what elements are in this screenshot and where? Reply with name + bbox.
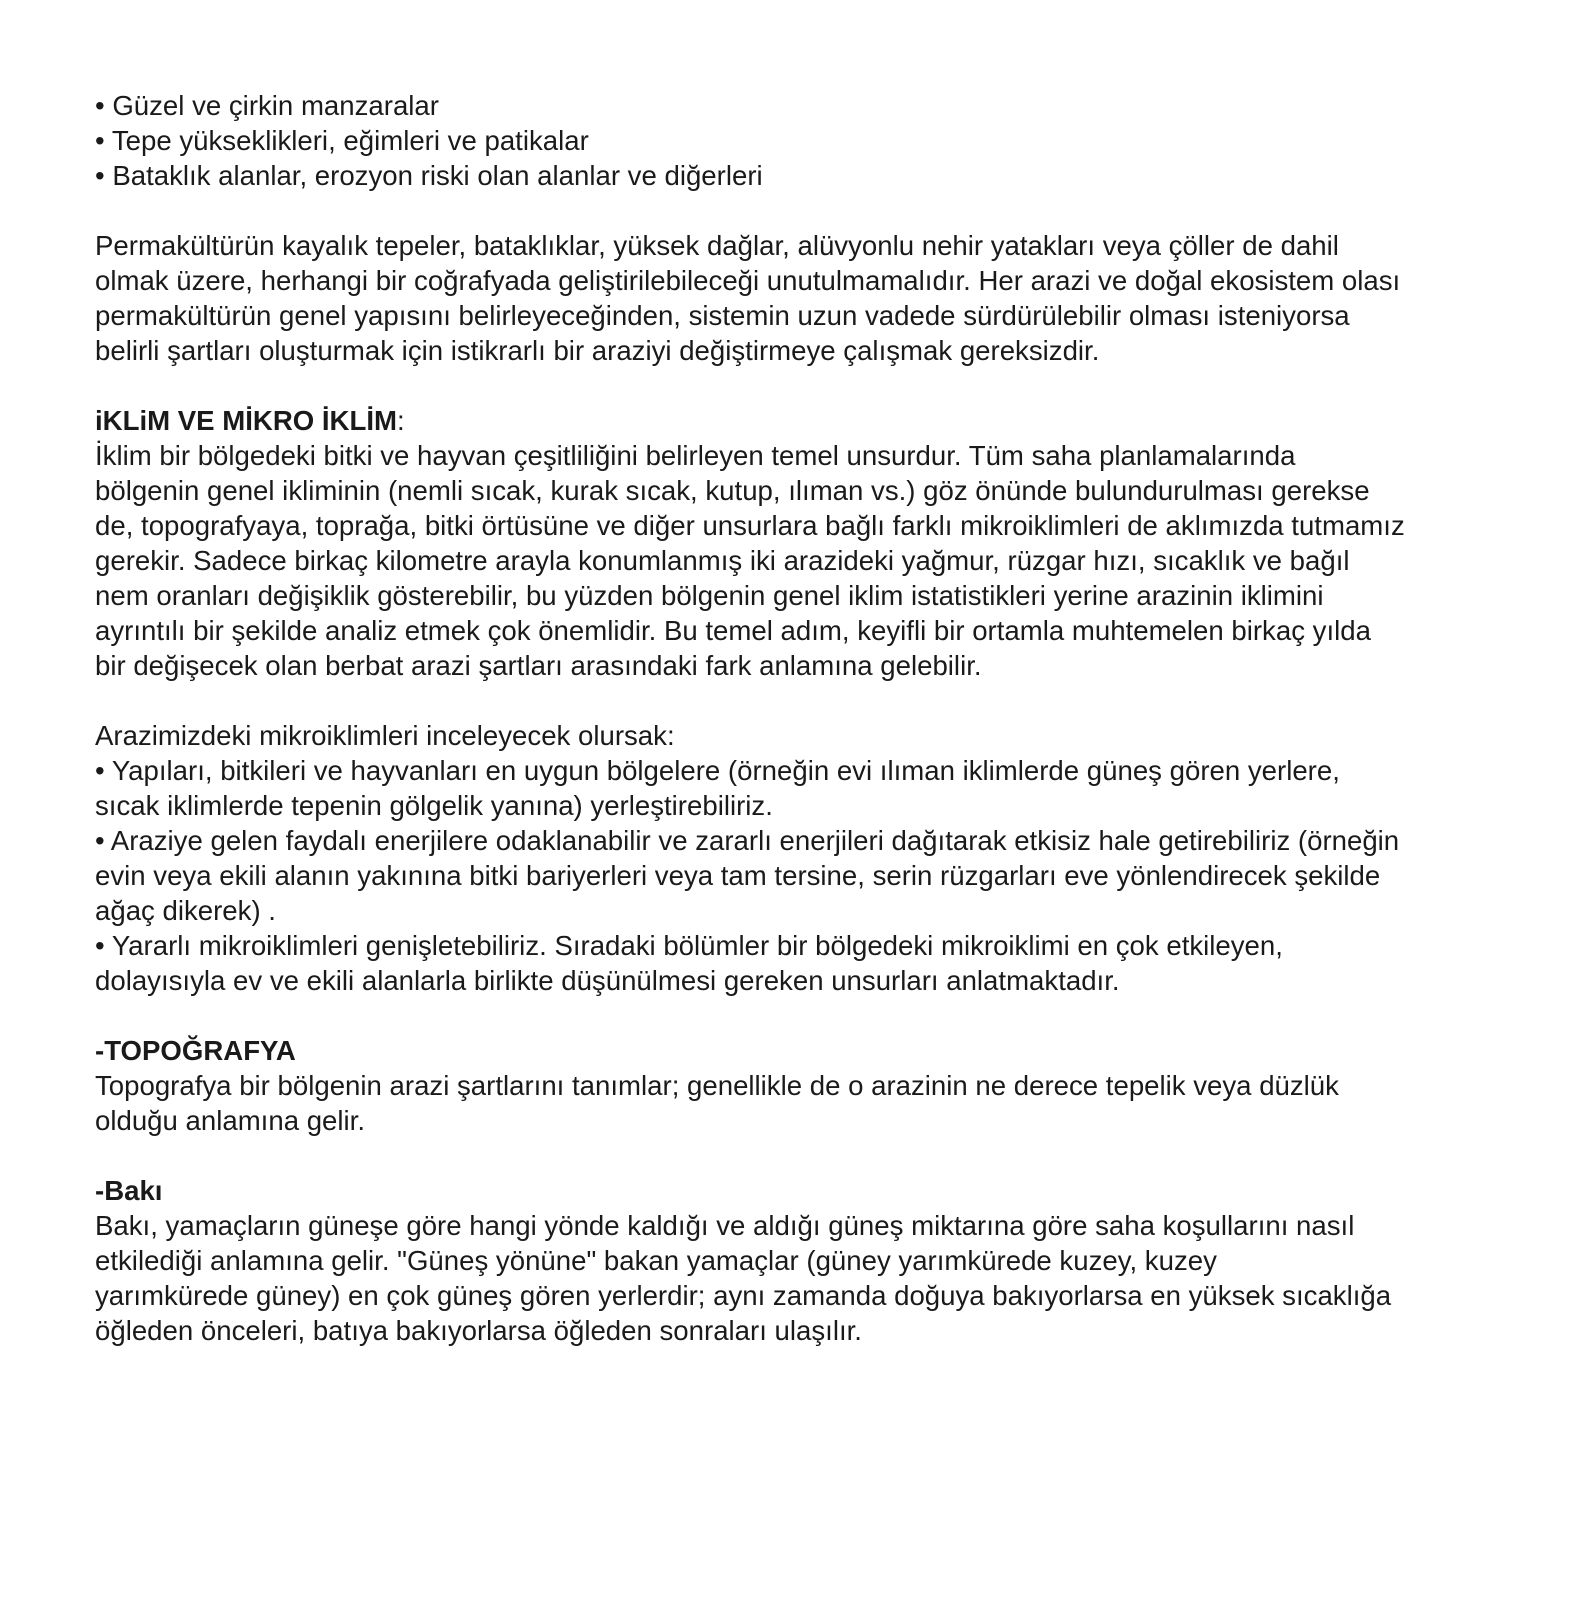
paragraph-line: ayrıntılı bir şekilde analiz etmek çok önemlidir. Bu temel adım, keyifli bir ortamla muhtemelen birkaç yılda [95,615,1371,646]
list-item: • Yararlı mikroiklimleri genişletebiliriz. Sıradaki bölümler bir bölgedeki mikroiklimi en çok etkileyen, [95,930,1283,961]
list-item: • Tepe yükseklikleri, eğimleri ve patikalar [95,125,589,156]
intro-bullet-list [95,88,1535,193]
list-item: • Yapıları, bitkileri ve hayvanları en uygun bölgelere (örneğin evi ılıman iklimlerde güneş gören yerlere, [95,755,1340,786]
paragraph-line: etkilediği anlamına gelir. "Güneş yönüne" bakan yamaçlar (güney yarımkürede kuzey, kuzey [95,1245,1217,1276]
section-heading-colon: : [396,405,405,436]
microclimate-section [95,718,1535,998]
paragraph-gap [95,998,1535,1033]
paragraph-line: gerekir. Sadece birkaç kilometre arayla konumlanmış iki arazideki yağmur, rüzgar hızı, sıcaklık ve bağıl [95,545,1350,576]
list-item-continuation: evin veya ekili alanın yakınına bitki bariyerleri veya tam tersine, serin rüzgarları eve yönlendirecek şekilde [95,860,1381,891]
paragraph-gap [95,193,1535,228]
list-item: • Araziye gelen faydalı enerjilere odaklanabilir ve zararlı enerjileri dağıtarak etkisiz hale getirebiliriz (örneğin [95,825,1400,856]
list-item-continuation: dolayısıyla ev ve ekili alanlarla birlikte düşünülmesi gereken unsurları anlatmaktadır. [95,965,1120,996]
paragraph-line: permakültürün genel yapısını belirleyeceğinden, sistemin uzun vadede sürdürülebilir olması isteniyorsa [95,300,1350,331]
paragraph-line: olduğu anlamına gelir. [95,1105,365,1136]
paragraph-line: İklim bir bölgedeki bitki ve hayvan çeşitliliğini belirleyen temel unsurdur. Tüm saha planlamalarında [95,440,1296,471]
paragraph-line: olmak üzere, herhangi bir coğrafyada geliştirilebileceği unutulmamalıdır. Her arazi ve doğal ekosistem olası [95,265,1401,296]
section-heading: -TOPOĞRAFYA [95,1035,296,1066]
paragraph-line: bölgenin genel ikliminin (nemli sıcak, kurak sıcak, kutup, ılıman vs.) göz önünde bulundurulması gerekse [95,475,1370,506]
section-heading: -Bakı [95,1175,163,1206]
list-item-continuation: ağaç dikerek) . [95,895,276,926]
paragraph-gap [95,368,1535,403]
list-item: • Güzel ve çirkin manzaralar [95,90,439,121]
climate-section [95,403,1535,683]
section-heading-text: iKLiM VE MİKRO İKLİM [95,405,397,436]
paragraph-line: de, topografyaya, toprağa, bitki örtüsüne ve diğer unsurlara bağlı farklı mikroiklimleri de aklımızda tutmamız [95,510,1405,541]
paragraph-line: belirli şartları oluşturmak için istikrarlı bir araziyi değiştirmeye çalışmak gereksizdir. [95,335,1100,366]
paragraph-line: nem oranları değişiklik gösterebilir, bu yüzden bölgenin genel iklim istatistikleri yerine arazinin iklimini [95,580,1324,611]
document-page [95,88,1535,1348]
paragraph-gap [95,1138,1535,1173]
paragraph-line: Topografya bir bölgenin arazi şartlarını tanımlar; genellikle de o arazinin ne derece tepelik veya düzlük [95,1070,1339,1101]
paragraph-line: Permakültürün kayalık tepeler, bataklıklar, yüksek dağlar, alüvyonlu nehir yatakları veya çöller de dahil [95,230,1339,261]
permaculture-paragraph [95,228,1535,368]
paragraph-line: Bakı, yamaçların güneşe göre hangi yönde kaldığı ve aldığı güneş miktarına göre saha koşullarını nasıl [95,1210,1355,1241]
section-heading [95,403,1535,438]
list-item-continuation: sıcak iklimlerde tepenin gölgelik yanına) yerleştirebiliriz. [95,790,773,821]
paragraph-line: Arazimizdeki mikroiklimleri inceleyecek olursak: [95,720,675,751]
paragraph-gap [95,683,1535,718]
aspect-section [95,1173,1535,1348]
paragraph-line: öğleden önceleri, batıya bakıyorlarsa öğleden sonraları ulaşılır. [95,1315,862,1346]
paragraph-line: yarımkürede güney) en çok güneş gören yerlerdir; aynı zamanda doğuya bakıyorlarsa en yüksek sıcaklığa [95,1280,1392,1311]
topography-section [95,1033,1535,1138]
list-item: • Bataklık alanlar, erozyon riski olan alanlar ve diğerleri [95,160,763,191]
paragraph-line: bir değişecek olan berbat arazi şartları arasındaki fark anlamına gelebilir. [95,650,982,681]
